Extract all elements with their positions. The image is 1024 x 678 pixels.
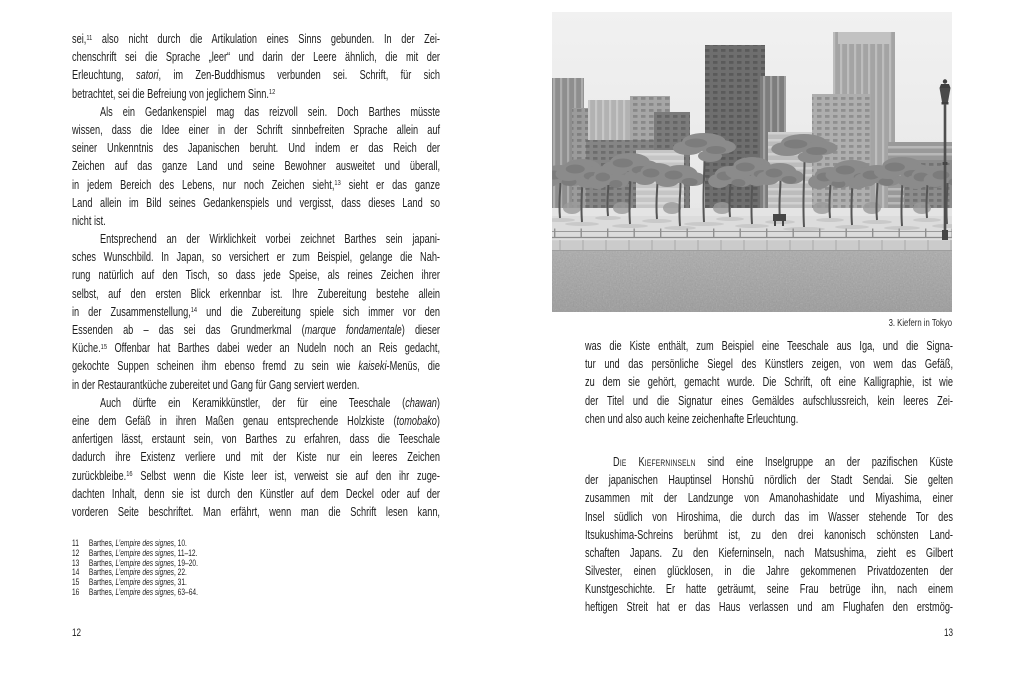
footnote-number: 12 xyxy=(72,547,80,558)
text-segment: , 10. xyxy=(173,538,187,548)
paragraph xyxy=(72,394,440,521)
text-line xyxy=(72,430,440,448)
text-line xyxy=(72,139,440,157)
text-line xyxy=(585,355,953,373)
text-line xyxy=(72,121,440,139)
text-segment: sches Wunschbild. In Japan, so versichert er zum Beispiel, gelange die Nah- xyxy=(72,250,440,265)
text-segment: zu dem sie gehört, gemacht wurde. Die Schrift, oft eine Kalligraphie, ist wie xyxy=(585,375,953,390)
footnote-marker: 13 xyxy=(334,178,341,188)
paragraph xyxy=(72,103,440,230)
paragraph xyxy=(585,453,953,617)
right-page-text xyxy=(585,337,953,617)
text-segment: , 11–12. xyxy=(173,547,198,558)
text-segment: tomobako xyxy=(396,413,437,428)
tokyo-pines-photo xyxy=(552,12,952,312)
footnote-text xyxy=(89,588,198,598)
footnote-number: 13 xyxy=(72,557,80,568)
photo-curb xyxy=(552,239,952,251)
text-line xyxy=(585,580,953,598)
text-line xyxy=(585,410,953,428)
text-segment: zusammen mit der Landzunge von Amanohashidate und Miyashima, einer xyxy=(585,491,953,506)
footnote-number: 11 xyxy=(72,538,79,548)
text-segment: Auch dürfte ein Keramikkünstler, der für eine Teeschale ( xyxy=(99,395,406,410)
text-line xyxy=(72,230,440,248)
text-segment: nicht ist. xyxy=(72,213,106,228)
text-segment: anfertigen lässt, erstaunt sein, von Barthes zu erfahren, dass die Teeschale xyxy=(72,432,440,447)
text-line xyxy=(585,562,953,580)
text-line xyxy=(72,176,440,194)
text-line xyxy=(72,66,440,84)
text-line xyxy=(72,339,440,357)
text-segment: tur und das persönliche Siegel des Künstlers zeigen, von wem das Gefäß, xyxy=(585,357,953,372)
text-segment: sieht er das ganze xyxy=(340,177,440,192)
text-segment: und die Zubereitung spiele sich immer vor den xyxy=(197,304,440,319)
text-segment: gekochte Suppen scheinen ihm ebenso fremd zu sein wie xyxy=(72,359,359,374)
text-segment: dadurch ihre Existenz verliere und mit der Kiste nur ein leeres Zeichen xyxy=(72,450,440,465)
text-segment: L’empire des signes xyxy=(115,547,174,558)
page-number-left: 12 xyxy=(72,627,82,639)
text-segment: ) xyxy=(436,413,440,428)
text-segment: Essenden ab – das sei das Grundmerkmal ( xyxy=(72,323,305,337)
footnote-marker: 15 xyxy=(100,341,107,351)
text-segment: Selbst wenn die Kiste leer ist, verweist sie auf den ihr zuge- xyxy=(132,468,440,483)
text-segment: Erleuchtung, xyxy=(72,68,136,83)
text-segment: was die Kiste enthält, zum Beispiel eine Teeschale aus Iga, und die Signa- xyxy=(585,339,953,353)
footnote xyxy=(72,588,440,598)
text-segment: kaiseki xyxy=(358,359,387,374)
text-line xyxy=(72,376,440,394)
text-segment: Insel südlich von Hiroshima, die durch das im Wasser stehende Tor des xyxy=(585,509,953,524)
text-segment: Entsprechend an der Wirklichkeit vorbei zeichnet Barthes sein japani- xyxy=(99,232,440,247)
text-line xyxy=(72,285,440,303)
text-line xyxy=(72,321,440,339)
text-segment: in der Restaurantküche zubereitet und Gang für Gang serviert werden. xyxy=(72,377,360,392)
text-segment: dachten Inhalt, denn sie ist durch den Künstler auf dem Deckel oder auf der xyxy=(72,486,440,501)
text-line xyxy=(72,157,440,175)
text-segment: Die Kieferninseln xyxy=(612,454,696,469)
text-segment: Barthes, xyxy=(88,538,116,548)
text-segment: Silvester, einen glücklosen, in die Jahre gekommenen Privatdozenten der xyxy=(585,564,953,579)
text-segment: Barthes, xyxy=(88,586,116,597)
text-line xyxy=(585,453,953,471)
text-segment: chenschrift sei die Sprache „leer“ und darin der Leere ähnlich, die mit der xyxy=(72,50,440,65)
text-segment: satori xyxy=(135,68,159,83)
text-segment: seiner Unkenntnis des Japanischen beruht. Und indem er das Reich der xyxy=(72,141,440,156)
text-line xyxy=(585,526,953,544)
text-segment: ) xyxy=(436,395,440,410)
text-segment: Kunstgeschichte. Er hatte geträumt, seine Frau betrüge ihn, nach einem xyxy=(585,582,953,597)
text-segment: L’empire des signes xyxy=(115,557,174,568)
text-segment: L’empire des signes xyxy=(115,586,174,597)
text-line xyxy=(72,485,440,503)
text-segment: in der Zusammenstellung, xyxy=(72,304,191,319)
text-segment: Itsukushima-Schreins berühmt ist, zu den drei kanonisch schönsten Land- xyxy=(585,527,953,542)
footnotes-block xyxy=(72,539,440,598)
text-line xyxy=(585,392,953,410)
footnote-marker: 16 xyxy=(126,469,133,479)
text-line xyxy=(72,303,440,321)
text-segment: marque fondamentale xyxy=(304,323,402,337)
text-segment: Offenbar hat Barthes dabei weder an Nudeln noch an Reis gedacht, xyxy=(106,341,440,356)
text-segment: Als ein Gedankenspiel mag das reizvoll sein. Doch Barthes müsste xyxy=(99,104,440,119)
text-segment: Barthes, xyxy=(88,547,116,558)
text-segment: vorderen Seite beschriftet. Man erfährt, wenn man die Schrift lesen kann, xyxy=(72,504,440,519)
text-line xyxy=(585,337,953,355)
footnote-number: 14 xyxy=(72,567,80,578)
text-line xyxy=(72,394,440,412)
text-line xyxy=(72,48,440,66)
text-line xyxy=(72,30,440,48)
text-segment: heftigen Streit hat er das Haus verlassen und am Flughafen den erstmög- xyxy=(585,600,953,615)
text-line xyxy=(72,212,440,230)
text-line xyxy=(72,467,440,485)
paragraph xyxy=(72,230,440,394)
text-segment: selbst, auf den ersten Blick erkennbar ist. Ihre Zubereitung bestehe allein xyxy=(72,286,440,301)
text-line xyxy=(72,503,440,521)
text-segment: , im Zen-Buddhismus verbunden sei. Schrift, für sich xyxy=(158,68,440,83)
text-segment: schaften Japans. Zu den Kieferninseln, nach Matsushima, zieht es Gilbert xyxy=(585,545,953,560)
text-line xyxy=(72,357,440,375)
footnote-marker: 14 xyxy=(190,305,198,315)
text-segment: L’empire des signes xyxy=(115,577,174,588)
text-line xyxy=(585,373,953,391)
text-line xyxy=(585,471,953,489)
text-segment: , 31. xyxy=(173,577,187,588)
text-line xyxy=(585,544,953,562)
text-segment: betrachtet, sei die Befreiung von jeglichem Sinn. xyxy=(72,86,269,101)
paragraph xyxy=(72,30,440,103)
text-line xyxy=(72,266,440,284)
text-segment: L’empire des signes xyxy=(115,538,174,548)
footnote-number: 15 xyxy=(72,577,80,588)
figure-caption: 3. Kiefern in Tokyo xyxy=(888,317,953,329)
text-segment: , 22. xyxy=(173,567,187,578)
text-segment: Zeichen auf das ganze Land und seine Bewohner ausweitet und überall, xyxy=(72,159,440,174)
text-segment: sei, xyxy=(72,32,87,46)
left-page-text xyxy=(72,30,440,521)
text-line xyxy=(72,194,440,212)
footnote-number: 16 xyxy=(72,586,80,597)
text-segment: rung natürlich auf den Tisch, so dass jede Speise, als reines Zeichen ihrer xyxy=(72,268,440,283)
text-segment: ) dieser xyxy=(401,323,440,337)
text-line xyxy=(72,248,440,266)
text-segment: Land allein im Bild seines Gedankenspiels und vergisst, dass dieses Land so xyxy=(72,195,440,210)
text-segment: Barthes, xyxy=(88,577,116,588)
text-line xyxy=(585,598,953,616)
text-segment: also nicht durch die Artikulation eines Sinns gebunden. In der Zei- xyxy=(92,32,441,46)
text-segment: chen und also auch keine zeichenhafte Erleuchtung. xyxy=(585,411,799,426)
text-segment: Küche. xyxy=(72,341,101,356)
text-line xyxy=(72,448,440,466)
text-segment: eine dem Gefäß in ihren Maßen genau entsprechende Holzkiste ( xyxy=(72,413,397,428)
text-segment: sind eine Inselgruppe an der pazifischen Küste xyxy=(695,454,953,469)
text-segment: , 63–64. xyxy=(173,586,198,597)
text-segment: chawan xyxy=(405,395,437,410)
text-line xyxy=(72,412,440,430)
photo-gravel xyxy=(552,251,952,312)
text-segment: Barthes, xyxy=(88,557,116,568)
footnote-marker: 12 xyxy=(268,87,276,97)
paragraph xyxy=(585,337,953,428)
text-segment: , 19–20. xyxy=(173,557,198,568)
text-segment: -Menüs, die xyxy=(386,359,440,374)
page-number-right: 13 xyxy=(943,627,953,639)
text-segment: der Titel und die Signatur eines Gemäldes aufschlussreich, kein leeres Zei- xyxy=(585,393,953,408)
text-segment: Barthes, xyxy=(88,567,116,578)
text-segment: L’empire des signes xyxy=(115,567,174,578)
footnote-marker: 11 xyxy=(86,32,93,42)
text-line xyxy=(585,508,953,526)
text-segment: in jedem Bereich des Lebens, nur noch Zeichen sieht, xyxy=(72,177,335,192)
text-line xyxy=(72,85,440,103)
text-line xyxy=(585,489,953,507)
text-segment: wissen, dass die Idee einer in der Schrift sinnbefreiten Sprache allein auf xyxy=(72,122,440,137)
text-segment: zurückbleibe. xyxy=(72,468,127,483)
text-line xyxy=(72,103,440,121)
text-segment: der japanischen Hauptinsel Honshū nördlich der Stadt Sendai. Sie gelten xyxy=(585,473,953,488)
